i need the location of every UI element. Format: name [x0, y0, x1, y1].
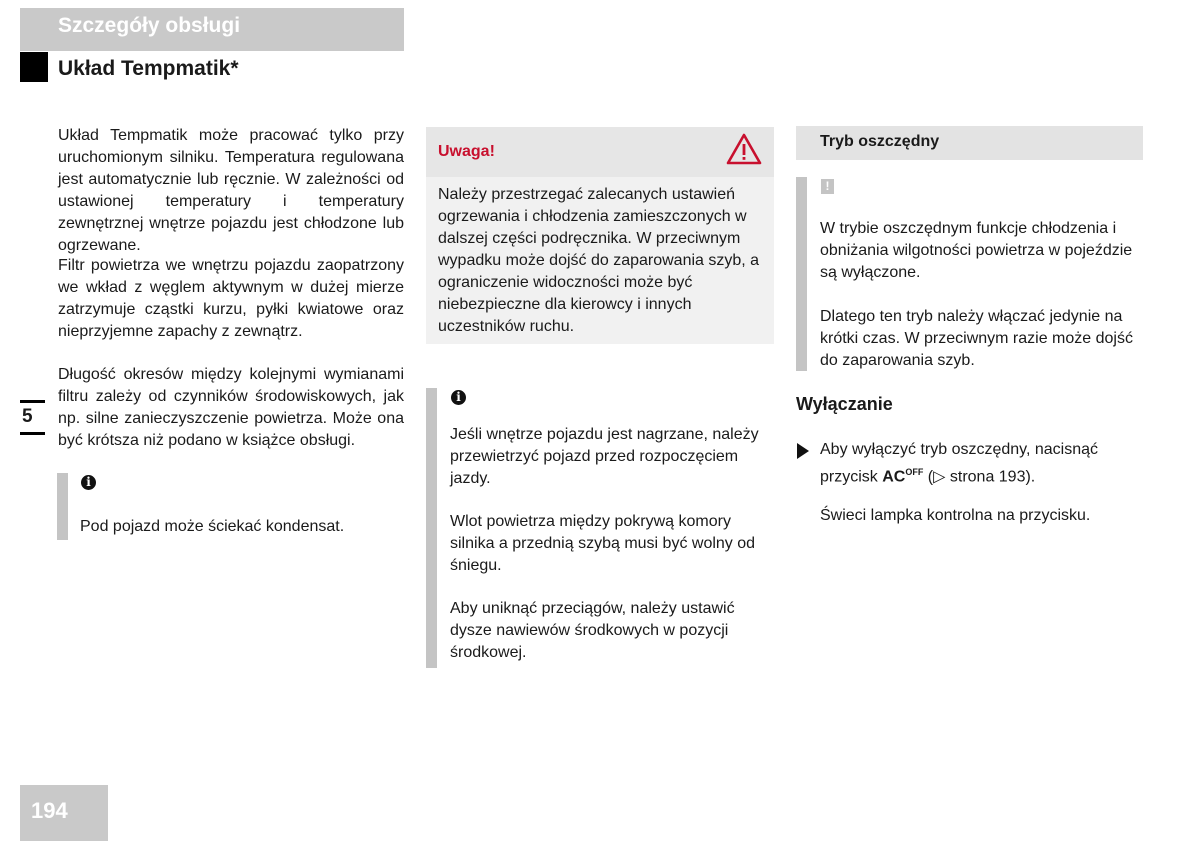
- instruction-step: [820, 439, 1145, 488]
- note-text: Pod pojazd może ściekać kondensat.: [80, 518, 345, 535]
- ac-key-sup: OFF: [905, 467, 924, 477]
- ac-key-label: AC: [882, 468, 906, 486]
- title-marker: [20, 52, 48, 82]
- chapter-divider: [20, 432, 45, 435]
- note-bar: [426, 388, 437, 668]
- warning-triangle-icon: [726, 133, 762, 165]
- note-paragraph: Aby uniknąć przeciągów, należy ustawić dysze nawiewów środkowych w pozycji środkowej.: [450, 600, 735, 661]
- page-number-box: [20, 785, 108, 841]
- page-number: 194: [31, 798, 68, 823]
- exclamation-icon: !: [821, 179, 834, 194]
- warning-text: Należy przestrzegać zalecanych ustawień ogrzewania i chłodzenia zamieszczonych w dalszej części podręcznika. W przeciwnym wypadku może dojść do zaparowania szyb, a ograniczenie widoczności może być niebezpieczne dla kierowcy i innych uczestników ruchu.: [438, 186, 760, 335]
- note-paragraph: W trybie oszczędnym funkcje chłodzenia i obniżania wilgotności powietrza w pojeździe są wyłączone.: [820, 220, 1133, 281]
- result-text: Świeci lampka kontrolna na przycisku.: [820, 507, 1091, 524]
- filter-paragraph: Filtr powietrza we wnętrzu pojazdu zaopatrzony we wkład z węglem aktywnym w dużej mierze zatrzymuje cząstki kurzu, pyłki kwiatowe oraz nieprzyjemne zapachy z zewnątrz.: [58, 257, 404, 340]
- page-reference: (▷ strona 193).: [923, 468, 1036, 486]
- chapter-number: 5: [22, 406, 33, 427]
- arrow-right-icon: [797, 443, 809, 459]
- note-paragraph: Jeśli wnętrze pojazdu jest nagrzane, należy przewietrzyć pojazd przed rozpoczęciem jazdy.: [450, 426, 759, 487]
- info-icon: i: [451, 390, 466, 405]
- interval-paragraph: Długość okresów między kolejnymi wymianami filtru zależy od czynników środowiskowych, jak np. silne zanieczyszczenie powietrza. Może ona być krótsza niż podano w książce obsługi.: [58, 366, 404, 449]
- step-text: Aby wyłączyć tryb oszczędny, nacisnąć przycisk: [820, 441, 1099, 486]
- note-bar: [796, 177, 807, 371]
- chapter-divider: [20, 400, 45, 403]
- warning-title: Uwaga!: [438, 143, 495, 160]
- subheading: Wyłączanie: [796, 394, 893, 414]
- page-title: Układ Tempmatik*: [58, 57, 239, 80]
- note-paragraph: Dlatego ten tryb należy włączać jedynie na krótki czas. W przeciwnym razie może dojść do zaparowania szyb.: [820, 308, 1133, 369]
- intro-paragraph: Układ Tempmatik może pracować tylko przy uruchomionym silniku. Temperatura regulowana jest automatycznie lub ręcznie. W zależności od ustawionej temperatury i temperatury zewnętrznej wnętrze pojazdu jest chłodzone lub ogrzewane.: [58, 127, 404, 254]
- subsection-title: Tryb oszczędny: [820, 133, 940, 150]
- info-icon: i: [81, 475, 96, 490]
- note-bar: [57, 473, 68, 540]
- section-title: Szczegóły obsługi: [58, 14, 241, 37]
- section-header-bar: [20, 8, 404, 51]
- note-paragraph: Wlot powietrza między pokrywą komory silnika a przednią szybą musi być wolny od śniegu.: [450, 513, 756, 574]
